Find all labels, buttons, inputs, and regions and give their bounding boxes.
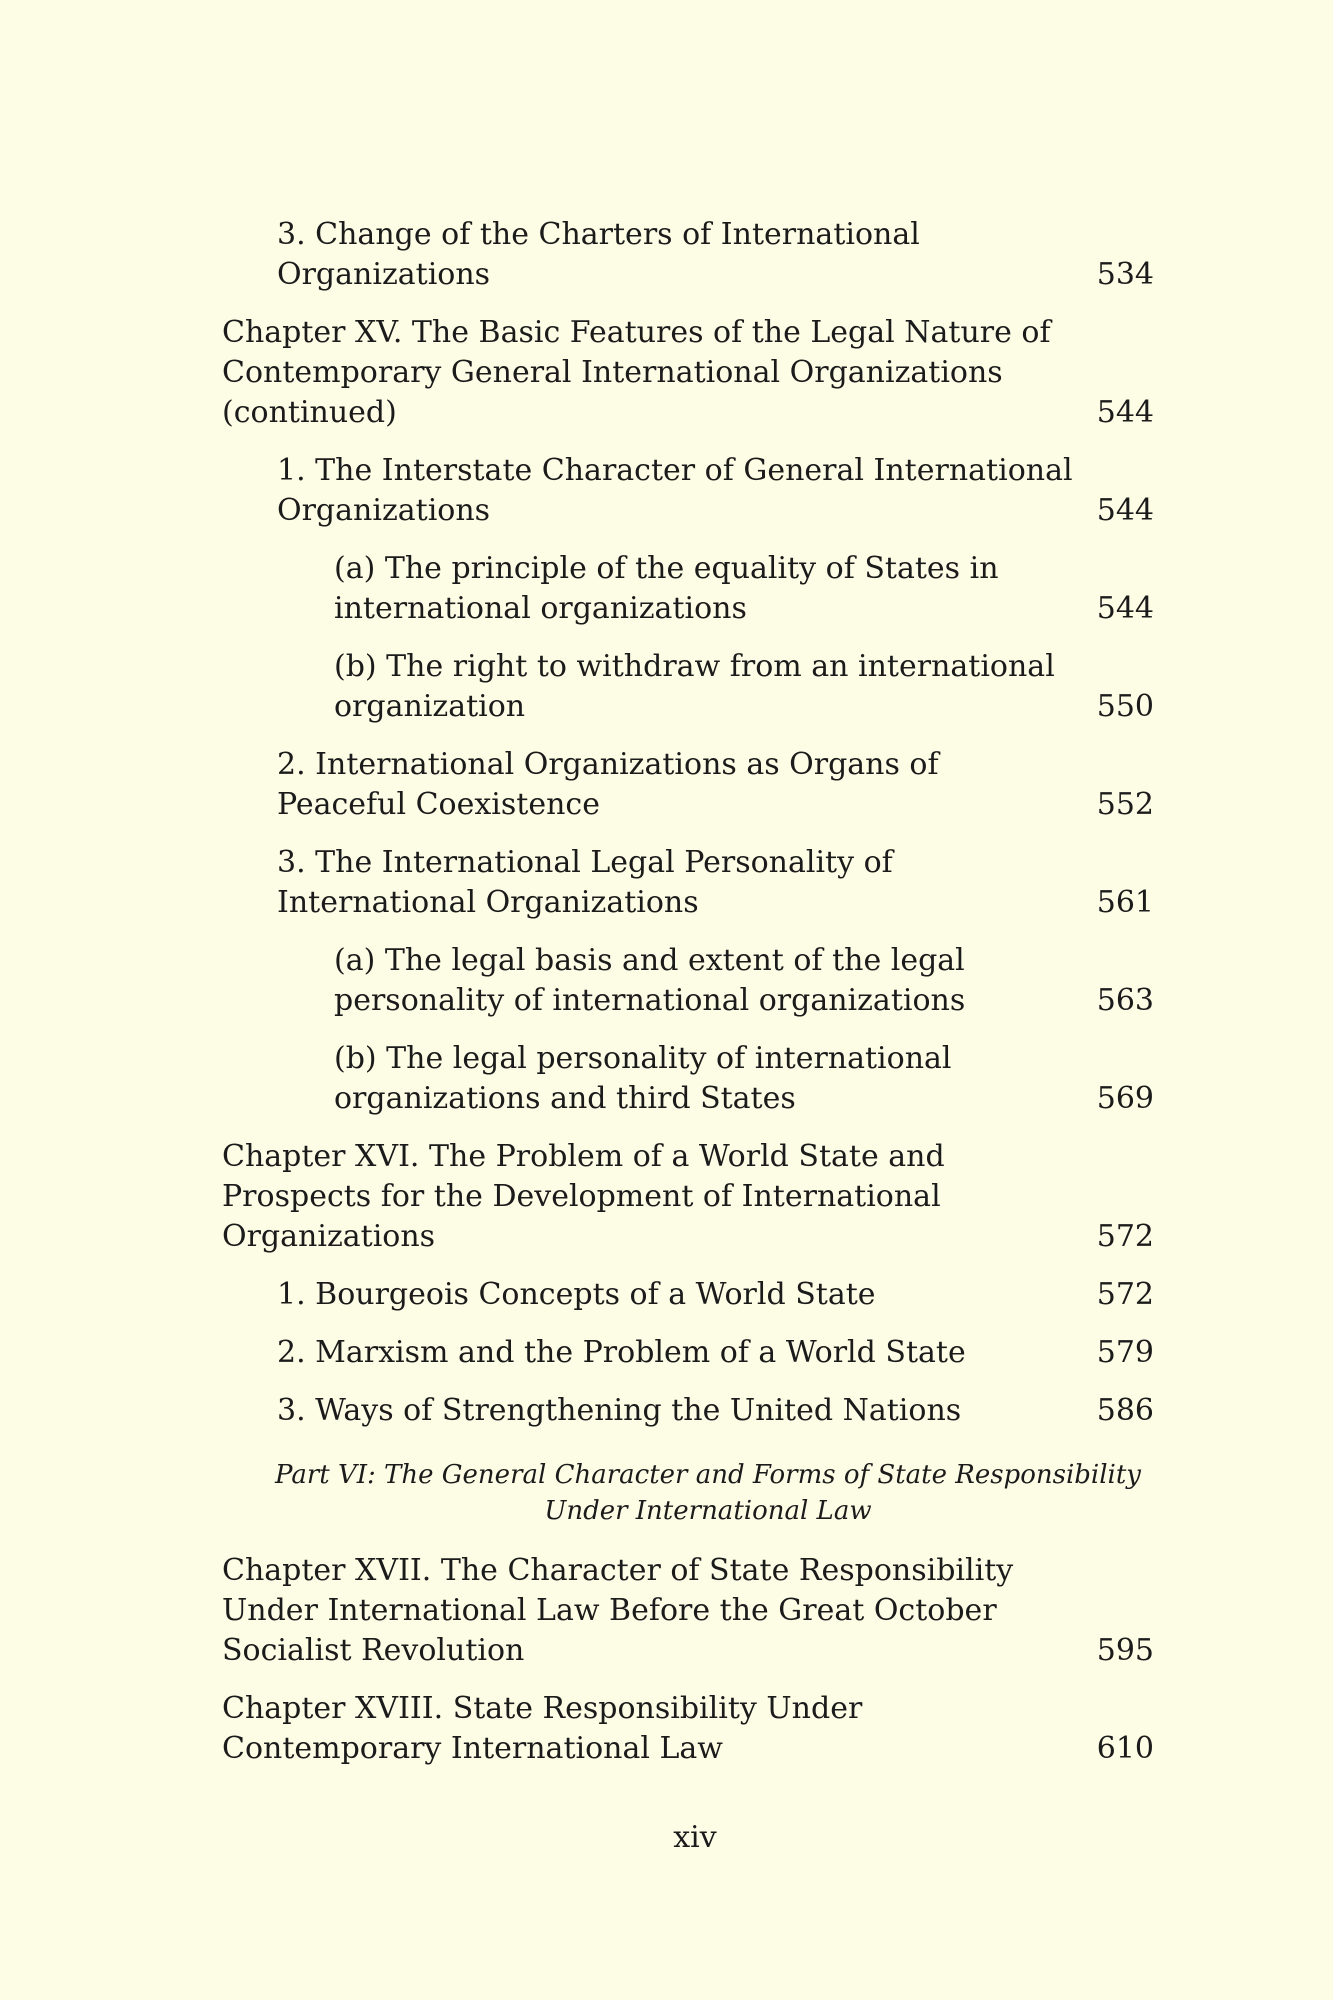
toc-entry-page: 544 — [1096, 493, 1154, 528]
table-of-contents — [222, 215, 1154, 1787]
toc-entry-title: 3. Change of the Charters of International Organizations — [277, 217, 920, 292]
toc-entry — [222, 1333, 1154, 1373]
toc-entry-page: 569 — [1096, 1081, 1154, 1116]
toc-entry-page: 550 — [1096, 689, 1154, 724]
toc-entry-title: 2. International Organizations as Organs of Peaceful Coexistence — [277, 747, 939, 822]
toc-entry — [222, 1275, 1154, 1315]
toc-subentry — [222, 647, 1154, 727]
toc-entry-page: 579 — [1096, 1335, 1154, 1370]
toc-entry-title: 3. Ways of Strengthening the United Nations — [277, 1393, 962, 1428]
toc-entry-title: (b) The legal personality of international organizations and third States — [334, 1041, 952, 1116]
toc-subentry — [222, 549, 1154, 629]
toc-entry — [222, 215, 1154, 295]
toc-entry-page: 572 — [1096, 1219, 1154, 1254]
toc-entry — [222, 1391, 1154, 1431]
toc-entry-title: (b) The right to withdraw from an international organization — [334, 649, 1055, 724]
toc-entry-title: (a) The principle of the equality of States in international organizations — [334, 551, 999, 626]
toc-entry-title: 2. Marxism and the Problem of a World State — [277, 1335, 966, 1370]
toc-entry-title: Chapter XVI. The Problem of a World State and Prospects for the Development of International Organizations — [222, 1139, 945, 1254]
toc-subentry — [222, 941, 1154, 1021]
page-number: xiv — [673, 1820, 717, 1855]
toc-entry-page: 563 — [1096, 983, 1154, 1018]
toc-entry-title: 1. Bourgeois Concepts of a World State — [277, 1277, 876, 1312]
toc-entry-title: Chapter XVIII. State Responsibility Under Contemporary International Law — [222, 1691, 863, 1766]
toc-chapter — [222, 1137, 1154, 1257]
toc-entry-page: 595 — [1096, 1633, 1154, 1668]
toc-entry-title: 3. The International Legal Personality of International Organizations — [277, 845, 893, 920]
toc-chapter — [222, 1689, 1154, 1769]
toc-entry-title: Chapter XVII. The Character of State Responsibility Under International Law Before the Great October Socialist Revolution — [222, 1553, 1014, 1668]
toc-entry-page: 544 — [1096, 591, 1154, 626]
toc-entry-page: 561 — [1096, 885, 1154, 920]
toc-entry-page: 572 — [1096, 1277, 1154, 1312]
toc-entry — [222, 745, 1154, 825]
toc-chapter — [222, 313, 1154, 433]
toc-entry-page: 586 — [1096, 1393, 1154, 1428]
toc-entry-title: 1. The Interstate Character of General International Organizations — [277, 453, 1073, 528]
part-heading: Part VI: The General Character and Forms of State Responsibility Under International Law — [275, 1460, 1141, 1526]
toc-entry — [222, 451, 1154, 531]
toc-entry-title: Chapter XV. The Basic Features of the Legal Nature of Contemporary General International Organizations (continued) — [222, 315, 1051, 430]
toc-entry-page: 552 — [1096, 787, 1154, 822]
toc-chapter — [222, 1551, 1154, 1671]
toc-entry-page: 534 — [1096, 257, 1154, 292]
toc-entry-page: 610 — [1096, 1731, 1154, 1766]
toc-entry-page: 544 — [1096, 395, 1154, 430]
toc-entry-title: (a) The legal basis and extent of the legal personality of international organizations — [334, 943, 966, 1018]
toc-subentry — [222, 1039, 1154, 1119]
toc-entry — [222, 843, 1154, 923]
